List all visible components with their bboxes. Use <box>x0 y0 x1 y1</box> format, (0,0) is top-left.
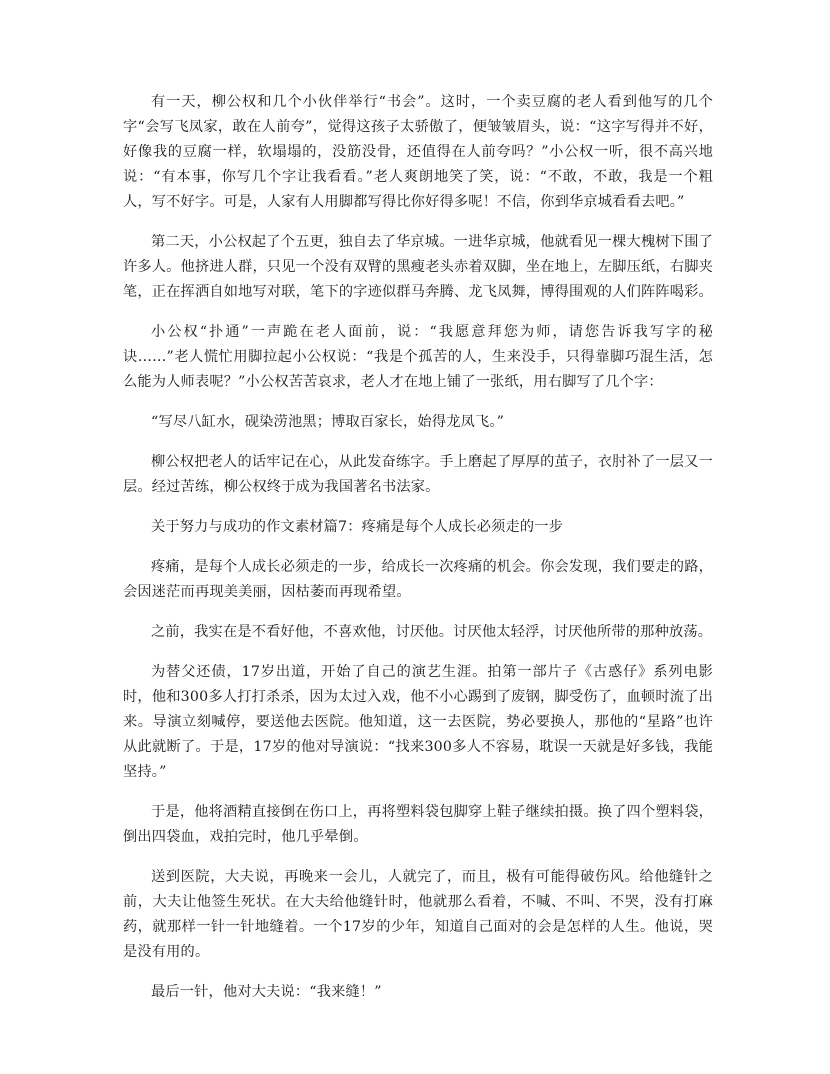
paragraph-3: 小公权“扑通”一声跪在老人面前，说：“我愿意拜您为师，请您告诉我写字的秘诀……”老人慌忙用脚拉起小公权说：“我是个孤苦的人，生来没手，只得靠脚巧混生活，怎么能为人师表呢？”小公权苦苦哀求，老人才在地上铺了一张纸，用右脚写了几个字： <box>123 324 713 390</box>
paragraph-2: 第二天，小公权起了个五更，独自去了华京城。一进华京城，他就看见一棵大槐树下围了许多人。他挤进人群，只见一个没有双臂的黑瘦老头赤着双脚，坐在地上，左脚压纸，右脚夹笔，正在挥洒自如地写对联，笔下的字迹似群马奔腾、龙飞凤舞，博得围观的人们阵阵喝彩。 <box>123 234 713 300</box>
document-page <box>123 90 713 1020</box>
paragraph-9: 为替父还债，17岁出道，开始了自己的演艺生涯。拍第一部片子《古惑仔》系列电影时，他和300多人打打杀杀，因为太过入戏，他不小心踢到了废钢，脚受伤了，血顿时流了出来。导演立刻喊停，要送他去医院。他知道，这一去医院，势必要换人，那他的“星路”也许从此就断了。于是，17岁的他对导演说：“找来300多人不容易，耽误一天就是好多钱，我能坚持。” <box>123 664 713 780</box>
paragraph-7: 疼痛，是每个人成长必须走的一步，给成长一次疼痛的机会。你会发现，我们要走的路，会因迷茫而再现美美丽，因枯萎而再现希望。 <box>123 559 713 600</box>
section-heading: 关于努力与成功的作文素材篇7：疼痛是每个人成长必须走的一步 <box>151 519 564 535</box>
paragraph-1: 有一天，柳公权和几个小伙伴举行“书会”。这时，一个卖豆腐的老人看到他写的几个字“会写飞凤家，敢在人前夸”，觉得这孩子太骄傲了，便皱皱眉头，说：“这字写得并不好，好像我的豆腐一样，软塌塌的，没筋没骨，还值得在人前夸吗？”小公权一听，很不高兴地说：“有本事，你写几个字让我看看。”老人爽朗地笑了笑，说：“不敢，不敢，我是一个粗人，写不好字。可是，人家有人用脚都写得比你好得多呢！不信，你到华京城看看去吧。” <box>123 94 713 210</box>
paragraph-poem: “写尽八缸水，砚染涝池黑；博取百家长，始得龙凤飞。” <box>151 414 505 430</box>
paragraph-5: 柳公权把老人的话牢记在心，从此发奋练字。手上磨起了厚厚的茧子，衣肘补了一层又一层。经过苦练，柳公权终于成为我国著名书法家。 <box>123 454 713 495</box>
paragraph-8: 之前，我实在是不看好他，不喜欢他，讨厌他。讨厌他太轻浮，讨厌他所带的那种放荡。 <box>151 624 713 640</box>
paragraph-11: 送到医院，大夫说，再晚来一会儿，人就完了，而且，极有可能得破伤风。给他缝针之前，大夫让他签生死状。在大夫给他缝针时，他就那么看着，不喊、不叫、不哭，没有打麻药，就那样一针一针地缝着。一个17岁的少年，知道自己面对的会是怎样的人生。他说，哭是没有用的。 <box>123 869 713 960</box>
paragraph-12: 最后一针，他对大夫说：“我来缝！” <box>151 984 382 1000</box>
paragraph-10: 于是，他将酒精直接倒在伤口上，再将塑料袋包脚穿上鞋子继续拍摄。换了四个塑料袋，倒出四袋血，戏拍完时，他几乎晕倒。 <box>123 804 713 845</box>
